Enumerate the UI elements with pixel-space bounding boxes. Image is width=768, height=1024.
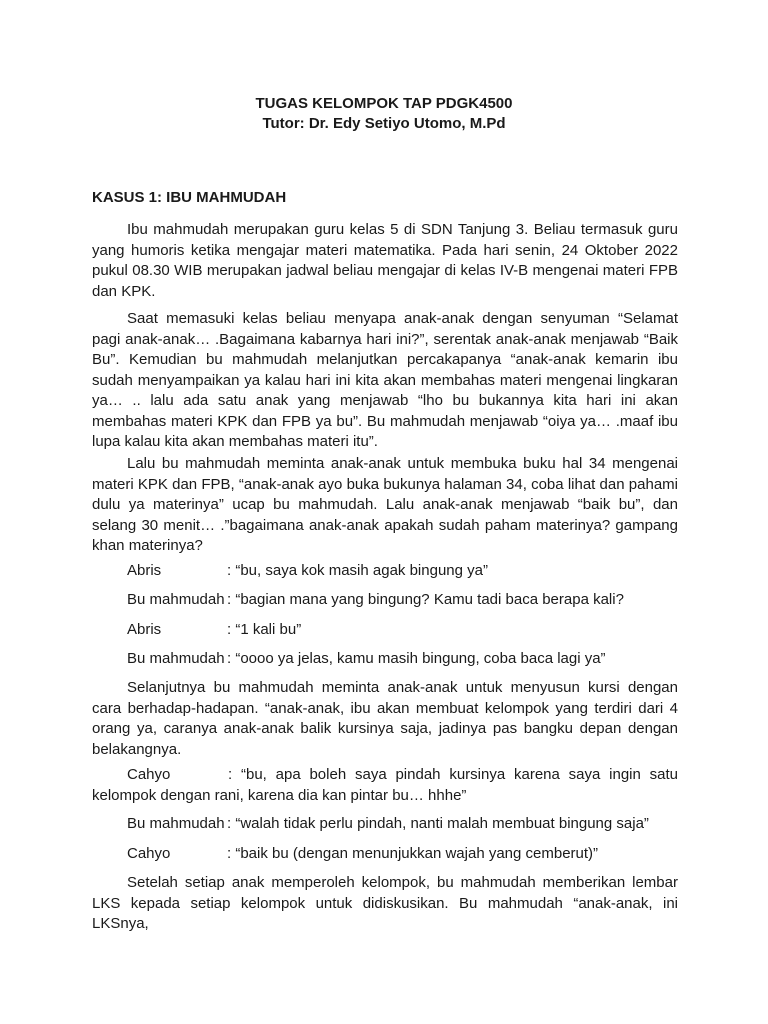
dialog-text: : “1 kali bu” bbox=[227, 621, 302, 638]
dialog-text: : “baik bu (dengan menunjukkan wajah yang cemberut)” bbox=[227, 845, 599, 862]
dialog-speaker: Bu mahmudah bbox=[127, 591, 225, 608]
paragraph-book: Lalu bu mahmudah meminta anak-anak untuk membuka buku hal 34 mengenai materi KPK dan FPB, “anak-anak ayo buka bukunya halaman 34, coba lihat dan pahami dulu ya materinya” ucap bu mahmudah. Lalu anak-anak menjawab “baik bu”, dan selang 30 menit… .”bagaimana anak-anak apakah sudah paham materinya? gampang khan materinya? bbox=[92, 455, 678, 554]
paragraph-lks: Setelah setiap anak memperoleh kelompok, bu mahmudah memberikan lembar LKS kepada setiap kelompok untuk didiskusikan. Bu mahmudah “anak-anak, ini LKSnya, bbox=[92, 874, 678, 932]
dialog-text: : “bu, saya kok masih agak bingung ya” bbox=[227, 562, 488, 579]
paragraph-grouping: Selanjutnya bu mahmudah meminta anak-anak untuk menyusun kursi dengan cara berhadap-hadapan. “anak-anak, ibu akan membuat kelompok yang terdiri dari 4 orang ya, caranya anak-anak balik kursinya saja, jadinya pas bangku depan dengan belakangnya. bbox=[92, 679, 678, 758]
dialog-line bbox=[127, 844, 678, 864]
tutor-line: Tutor: Dr. Edy Setiyo Utomo, M.Pd bbox=[262, 115, 506, 132]
section-title: KASUS 1: IBU MAHMUDAH bbox=[92, 189, 287, 206]
dialog-speaker: Bu mahmudah bbox=[127, 650, 225, 667]
document-title: TUGAS KELOMPOK TAP PDGK4500 bbox=[255, 95, 513, 112]
dialog-line bbox=[127, 590, 678, 610]
dialog-speaker: Abris bbox=[127, 621, 162, 638]
dialog-line bbox=[127, 561, 678, 581]
dialog-speaker: Abris bbox=[127, 562, 162, 579]
dialog-speaker: Cahyo bbox=[127, 845, 171, 862]
dialog-text: : “walah tidak perlu pindah, nanti malah membuat bingung saja” bbox=[227, 815, 649, 832]
paragraph-greeting: Saat memasuki kelas beliau menyapa anak-anak dengan senyuman “Selamat pagi anak-anak… .Bagaimana kabarnya hari ini?”, serentak anak-anak menjawab “Baik Bu”. Kemudian bu mahmudah melanjutkan percakapanya “anak-anak kemarin ibu sudah menyampaikan ya kalau hari ini kita akan membahas materi mengenai lingkaran ya… .. lalu ada satu anak yang menjawab “lho bu bukannya kita hari ini akan membahas materi KPK dan FPB ya bu”. Bu mahmudah menjawab “oiya ya… .maaf ibu lupa kalau kita akan membahas materi itu”. bbox=[92, 310, 678, 450]
dialog-text: : “bu, apa boleh saya pindah kursinya karena saya ingin satu kelompok dengan rani, karena dia kan pintar bu… hhhe” bbox=[92, 766, 678, 804]
dialog-line bbox=[127, 620, 678, 640]
dialog-line-wrapped bbox=[92, 765, 678, 806]
paragraph-intro: Ibu mahmudah merupakan guru kelas 5 di SDN Tanjung 3. Beliau termasuk guru yang humoris ketika mengajar materi matematika. Pada hari senin, 24 Oktober 2022 pukul 08.30 WIB merupakan jadwal beliau mengajar di kelas IV-B mengenai materi FPB dan KPK. bbox=[92, 221, 678, 300]
dialog-text: : “bagian mana yang bingung? Kamu tadi baca berapa kali? bbox=[227, 591, 624, 608]
dialog-text: : “oooo ya jelas, kamu masih bingung, coba baca lagi ya” bbox=[227, 650, 606, 667]
document-header bbox=[0, 94, 768, 134]
dialog-line bbox=[127, 649, 678, 669]
dialog-speaker: Bu mahmudah bbox=[127, 815, 225, 832]
dialog-speaker: Cahyo bbox=[127, 766, 171, 783]
dialog-line bbox=[127, 814, 678, 834]
